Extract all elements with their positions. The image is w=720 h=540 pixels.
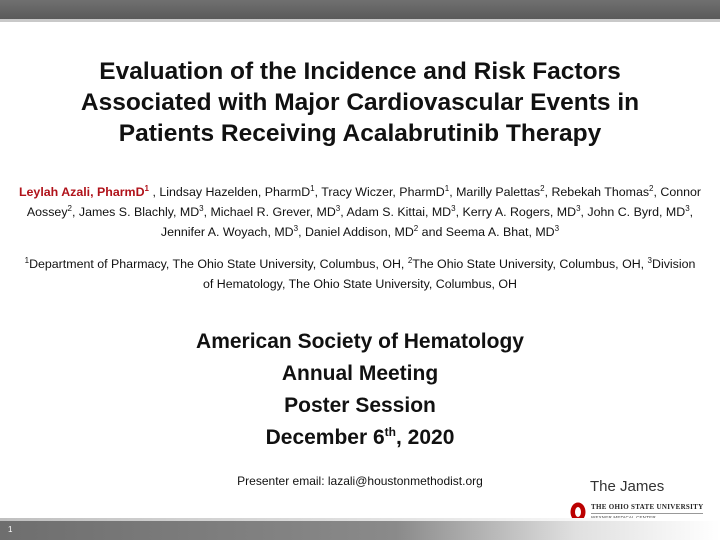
author-name: Seema A. Bhat, $MD^3$: [445, 223, 560, 239]
author-name: Kerry A. Rogers, $MD^3$: [462, 203, 581, 219]
top-banner: [0, 0, 720, 19]
author-name: Adam S. Kittai, $MD^3$: [346, 203, 456, 219]
slide-title: [20, 56, 700, 149]
affiliations: [20, 254, 700, 294]
title-line: Patients Receiving Acalabrutinib Therapy: [118, 120, 602, 147]
meeting-society: American Society of Hematology: [196, 330, 524, 353]
author-list: Leylah Azali, PharmD$^1$ , Lindsay Hazelden, PharmD$^1$, Tracy Wiczer, PharmD$^1$, Marilly Palettas$^2$, Rebekah Thomas$^2$, Connor Aossey$^2$, James S. Blachly, $MD^3$, Michael R. Grever, $MD^3$, Adam S. Kittai, $MD^3$, Kerry A. Rogers, $MD^3$, John C. Byrd, $MD^3$, Jennifer A. Woyach, $MD^3$, Daniel Addison, $MD^2$ and Seema A. Bhat, $MD^3$: [18, 183, 702, 239]
meeting-date: December 6th, 2020: [265, 425, 455, 449]
the-james-logo: The James: [590, 478, 665, 495]
meeting-name: Annual Meeting: [281, 362, 439, 385]
author-name: Connor Aossey$^2$: [26, 185, 702, 219]
author-name: James S. Blachly, $MD^3$: [78, 203, 204, 219]
meeting-info: [110, 326, 610, 454]
affiliation-item: $^3$Division of Hematology, The Ohio State University, Columbus, OH: [202, 255, 696, 291]
meeting-session: Poster Session: [284, 394, 436, 417]
bottom-banner: [0, 521, 720, 540]
author-name: Jennifer A. Woyach, $MD^3$: [160, 223, 299, 239]
slide-number: 1: [8, 525, 13, 534]
title-line: Evaluation of the Incidence and Risk Factors: [99, 58, 621, 85]
osu-name: THE OHIO STATE UNIVERSITY: [591, 503, 704, 511]
logo-rule: [591, 513, 703, 514]
author-name: Daniel Addison, $MD^2$: [304, 223, 419, 239]
title-line: Associated with Major Cardiovascular Events in: [80, 89, 640, 116]
author-name: Michael R. Grever, $MD^3$: [210, 203, 341, 219]
affiliation-item: $^2$The Ohio State University, Columbus, OH,: [407, 255, 648, 271]
author-name: Rebekah Thomas$^2$: [551, 183, 654, 199]
affiliation-item: $^1$Department of Pharmacy, The Ohio State University, Columbus, OH,: [24, 255, 408, 271]
author-name: Lindsay Hazelden, PharmD$^1$: [159, 183, 315, 199]
author-name: Tracy Wiczer, PharmD$^1$: [321, 183, 450, 199]
top-banner-rule: [0, 19, 720, 22]
author-name: John C. Byrd, $MD^3$: [587, 203, 690, 219]
presenter-email: Presenter email: lazali@houstonmethodist.org: [237, 474, 483, 488]
lead-author: Leylah Azali, PharmD$^1$: [18, 183, 149, 199]
author-conjunction: and: [418, 225, 446, 239]
author-name: Marilly Palettas$^2$: [456, 183, 545, 199]
